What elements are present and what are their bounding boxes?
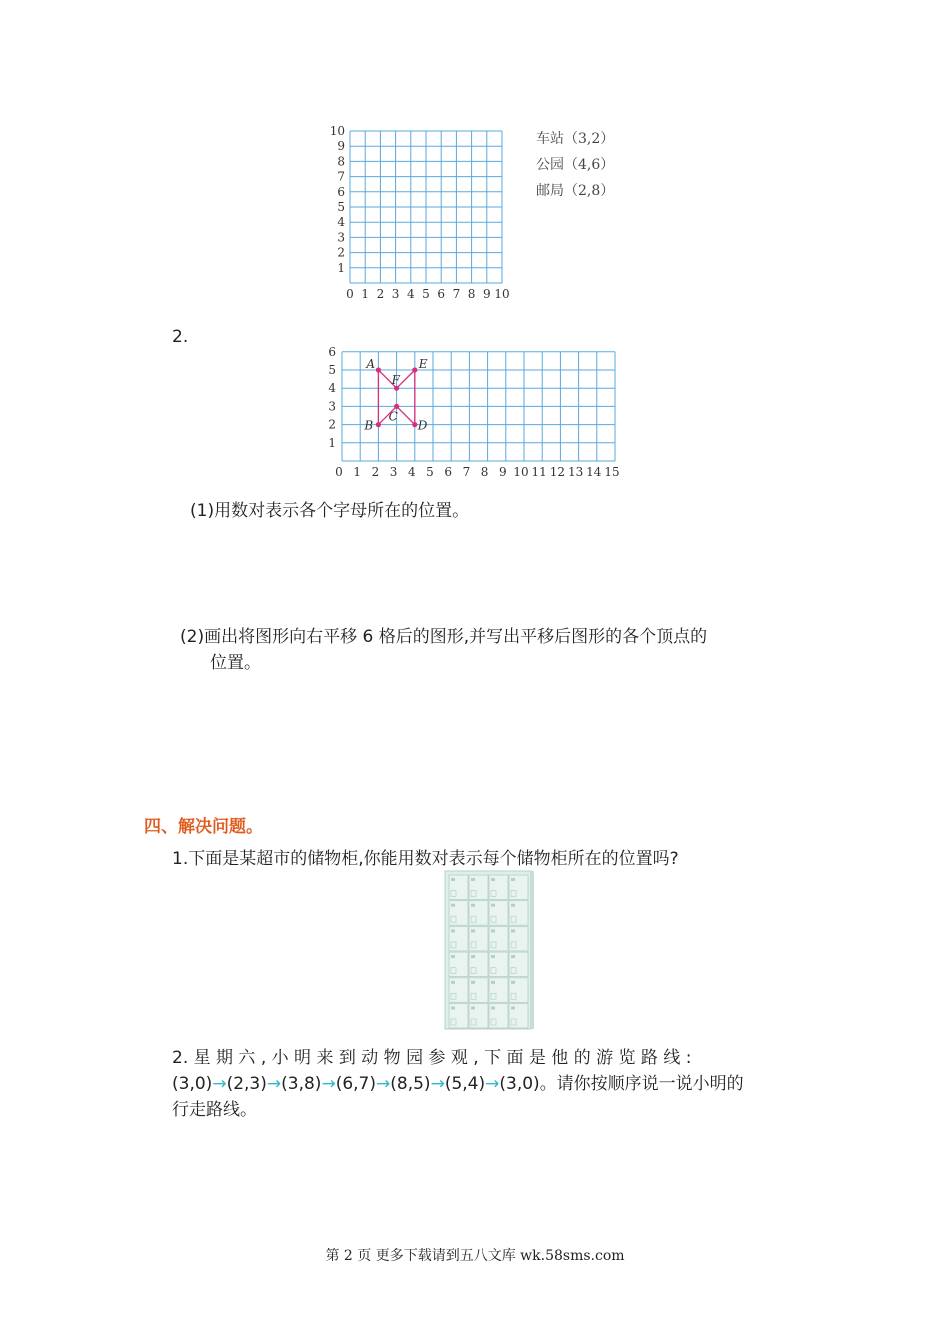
locker-number-plate	[471, 878, 475, 881]
grid1-y-tick-label: 9	[337, 139, 345, 154]
grid1-y-tick-label: 5	[337, 200, 345, 214]
locker-number-plate	[471, 955, 475, 958]
locker-number-plate	[451, 904, 455, 907]
route-point: (5,4)	[444, 1074, 486, 1094]
grid1-y-tick-label: 2	[337, 245, 345, 260]
grid2-x-tick-label: 8	[480, 465, 489, 479]
route-point: (3,8)	[281, 1074, 322, 1094]
grid1-x-tick-label: 0	[346, 287, 354, 301]
q2-part2-text	[180, 624, 707, 676]
grid2-y-tick-label: 5	[328, 363, 336, 377]
grid2-x-tick-label: 7	[462, 465, 471, 479]
locker-number-plate	[451, 878, 455, 881]
locker-number-plate	[511, 1007, 515, 1010]
locker-cabinet-illustration	[444, 870, 536, 1032]
grid1-x-tick-label: 7	[452, 287, 461, 301]
route-arrow-icon: →	[321, 1074, 336, 1094]
grid1-x-tick-label: 4	[406, 287, 415, 301]
point-label-f: F	[391, 373, 400, 388]
grid2-x-tick-label: 12	[549, 465, 566, 479]
grid2-x-tick-label: 1	[353, 465, 362, 479]
route-point: (3,0)	[172, 1074, 213, 1094]
section-4-title: 四、解决问题。	[144, 817, 263, 837]
grid2-x-tick-label: 0	[335, 465, 343, 479]
grid2-x-tick-label: 15	[604, 465, 620, 479]
grid1-x-tick-label: 6	[437, 287, 446, 301]
route-point: (2,3)	[226, 1074, 267, 1094]
point-d	[412, 422, 417, 427]
locker-number-plate	[511, 981, 515, 984]
locker-number-plate	[491, 904, 495, 907]
grid2-x-tick-label: 6	[444, 465, 453, 479]
grid1-y-tick-label: 10	[329, 124, 345, 138]
locker-number-plate	[451, 1007, 455, 1010]
route-point: (8,5)	[390, 1074, 431, 1094]
grid1-y-tick-label: 7	[337, 169, 345, 184]
locker-number-plate	[491, 981, 495, 984]
grid1-x-tick-label: 5	[422, 287, 430, 301]
legend-park: 公园（4,6）	[536, 157, 615, 173]
grid2-x-tick-label: 14	[586, 465, 602, 479]
locker-number-plate	[471, 904, 475, 907]
point-label-d: D	[417, 418, 428, 433]
grid1-y-tick-label: 3	[337, 230, 345, 245]
problem-2-text	[172, 1045, 812, 1123]
grid2-x-tick-label: 3	[389, 465, 398, 479]
grid2-y-tick-label: 2	[328, 417, 336, 432]
locker-number-plate	[451, 955, 455, 958]
legend-station: 车站（3,2）	[536, 131, 615, 147]
grid2-y-tick-label: 1	[328, 435, 336, 450]
route-arrow-icon: →	[376, 1074, 391, 1094]
route-arrow-icon: →	[430, 1074, 445, 1094]
grid2-y-tick-label: 3	[328, 399, 336, 414]
grid2-x-tick-label: 5	[426, 465, 434, 479]
route-point: (3,0)	[499, 1074, 540, 1094]
grid2-y-tick-label: 6	[328, 345, 336, 359]
grid2-y-tick-label: 4	[328, 381, 336, 396]
locker-number-plate	[471, 929, 475, 932]
point-label-a: A	[366, 357, 376, 371]
route-arrow-icon: →	[266, 1074, 282, 1094]
problem-2-line3: 行走路线。	[172, 1100, 257, 1120]
locker-number-plate	[491, 878, 495, 881]
grid2-x-tick-label: 4	[407, 465, 416, 479]
problem-1-text: 1.下面是某超市的储物柜,你能用数对表示每个储物柜所在的位置吗?	[172, 849, 679, 869]
locker-number-plate	[491, 955, 495, 958]
grid2-x-tick-label: 10	[513, 465, 529, 479]
problem-2-line1: 2. 星 期 六 , 小 明 来 到 动 物 园 参 观 , 下 面 是 他 的 游 览 路 线 :	[172, 1048, 692, 1068]
coordinate-grid-1	[320, 120, 520, 310]
grid2-x-tick-label: 13	[567, 465, 584, 479]
question-2-number: 2.	[172, 327, 189, 347]
page-footer: 第 2 页 更多下载请到五八文库 wk.58sms.com	[325, 1248, 625, 1264]
grid1-x-tick-label: 2	[376, 287, 385, 301]
point-c	[394, 404, 399, 409]
locker-number-plate	[491, 1007, 495, 1010]
point-e	[412, 367, 417, 372]
route-point: (6,7)	[335, 1074, 376, 1094]
locker-number-plate	[511, 955, 515, 958]
grid2-x-tick-label: 9	[498, 465, 507, 479]
route-tail: 。请你按顺序说一说小明的	[539, 1074, 744, 1094]
point-label-b: B	[364, 418, 374, 433]
grid2-x-tick-label: 11	[531, 465, 547, 479]
grid1-x-tick-label: 1	[361, 287, 370, 301]
legend-post-office: 邮局（2,8）	[536, 183, 615, 199]
point-a	[376, 367, 381, 372]
grid1-x-tick-label: 8	[467, 287, 476, 301]
route-arrow-icon: →	[485, 1074, 500, 1094]
locker-number-plate	[451, 929, 455, 932]
grid2-x-tick-label: 2	[371, 465, 380, 479]
point-label-e: E	[418, 357, 428, 371]
grid1-y-tick-label: 6	[337, 184, 345, 199]
problem-2-route	[172, 1071, 812, 1097]
coordinate-grid-2	[320, 345, 630, 485]
locker-number-plate	[471, 1007, 475, 1010]
locker-number-plate	[511, 929, 515, 932]
grid1-y-tick-label: 8	[337, 154, 345, 169]
locker-side	[530, 871, 534, 1029]
q2-part2-line2: 位置。	[210, 653, 261, 673]
q2-part2-line1: (2)画出将图形向右平移 6 格后的图形,并写出平移后图形的各个顶点的	[180, 627, 708, 647]
locker-number-plate	[511, 878, 515, 881]
grid1-x-tick-label: 3	[391, 287, 400, 301]
locker-number-plate	[491, 929, 495, 932]
grid1-y-tick-label: 4	[337, 215, 345, 230]
locker-number-plate	[471, 981, 475, 984]
grid1-x-tick-label: 9	[482, 287, 491, 301]
grid1-y-tick-label: 1	[337, 260, 345, 275]
grid1-x-tick-label: 10	[494, 287, 510, 301]
q2-part1-text: (1)用数对表示各个字母所在的位置。	[190, 501, 470, 521]
point-label-c: C	[388, 409, 398, 424]
point-b	[376, 422, 381, 427]
grid1-legend	[536, 126, 614, 204]
route-arrow-icon: →	[212, 1074, 227, 1094]
locker-number-plate	[451, 981, 455, 984]
locker-number-plate	[511, 904, 515, 907]
